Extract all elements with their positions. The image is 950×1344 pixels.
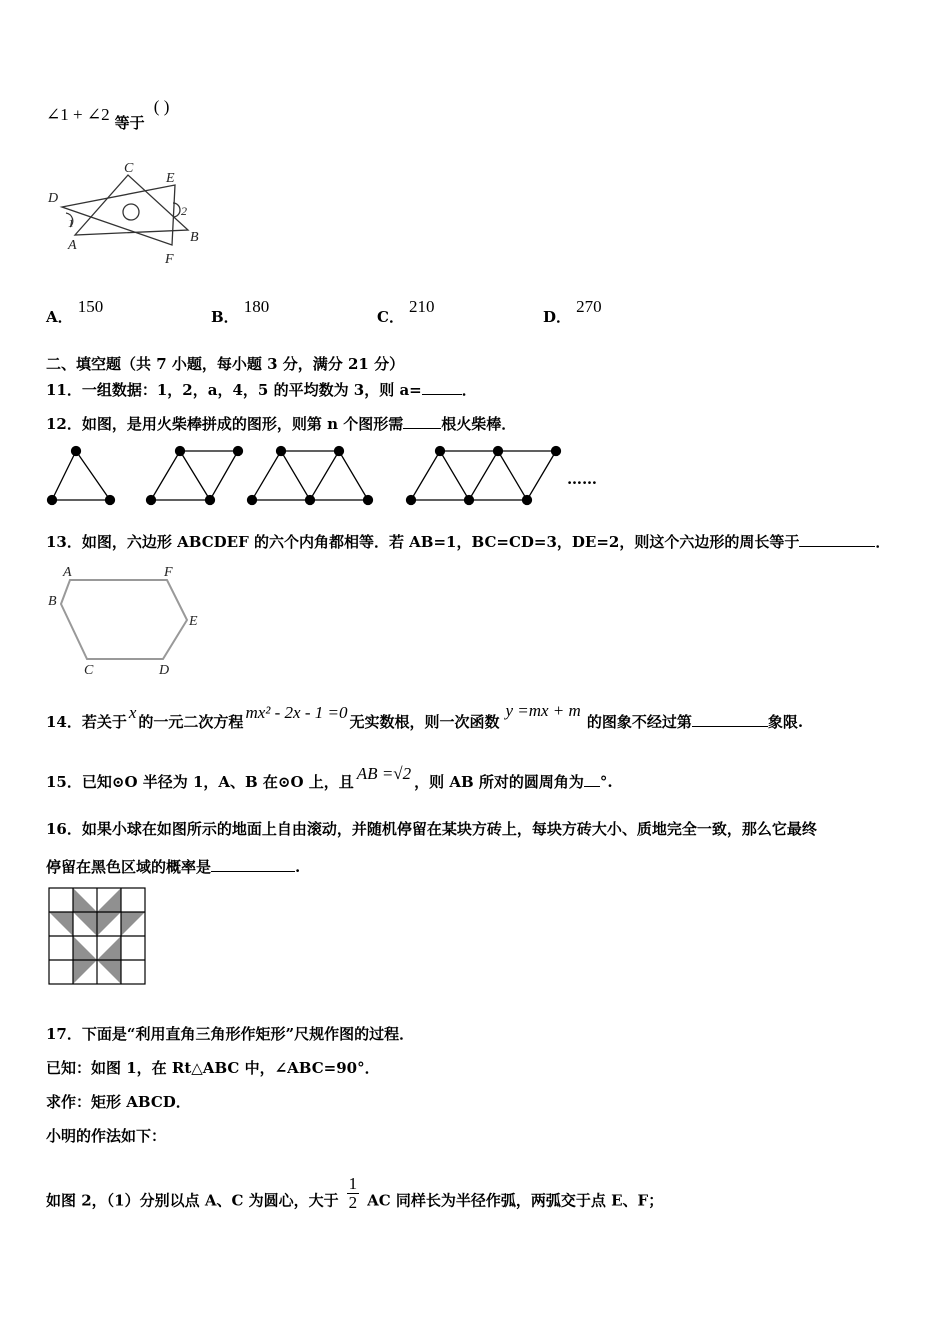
q13-text: 13．如图，六边形 ABCDEF 的六个内角都相等．若 AB=1，BC=CD=3，DE=2，则这个六边形的周长等于 [46,533,800,551]
q13 [46,531,890,552]
q13-label-c: C [84,663,94,678]
q10-option-a-value: 150 [77,297,104,316]
q13-label-b: B [48,594,57,609]
q14-p5: 象限. [767,713,804,731]
q17-line4: 小明的作法如下： [46,1127,167,1145]
q10-option-c[interactable] [377,296,435,326]
q17-fraction-den: 2 [348,1193,358,1212]
q10-option-d-value: 270 [576,297,602,316]
q12-dots: …… [567,470,597,488]
q13-label-d: D [159,663,170,678]
q14-p1: 14．若关于 [46,713,127,731]
q13-label-a: A [63,565,72,580]
q12-blank[interactable] [403,414,441,429]
q14-x: x [128,703,137,722]
q13-end: ． [875,533,891,551]
q13-hexagon [61,580,187,659]
q11-blank[interactable] [422,380,462,395]
q10-label-f: F [165,252,174,267]
q11-text: 11．一组数据：1，2，a，4，5 的平均数为 3，则 a= [46,381,422,399]
q10-figure [40,155,220,270]
q10-option-b[interactable] [211,296,270,326]
q10-expr: ∠1 + ∠2 [46,105,110,124]
q14-p4: 的图象不经过第 [586,713,692,731]
q13-label-e: E [189,614,198,629]
q10-option-c-value: 210 [409,297,435,316]
q10-option-d[interactable] [543,296,602,326]
q10-label-2: 2 [181,204,187,218]
q10-option-a[interactable] [46,296,104,326]
q17-line5 [46,1174,664,1220]
q13-hexagon-figure [45,562,215,682]
q16-blank[interactable] [211,857,295,872]
q15 [46,764,613,792]
q14 [46,701,804,732]
q10-label-d: D [48,191,59,206]
q11-end: ． [461,381,477,399]
q14-p2: 的一元二次方程 [138,713,244,731]
q12 [46,413,516,434]
q10-label-c: C [124,161,134,176]
q10-label-e: E [166,171,175,186]
q10-option-d-label: D． [543,308,572,326]
q11 [46,379,477,400]
q12-after: 根火柴棒． [441,415,517,433]
q12-shape-2 [147,447,243,505]
q16-line2-text: 停留在黑色区域的概率是 [46,858,212,876]
section2-title: 二、填空题（共 7 小题，每小题 3 分，满分 21 分） [46,355,405,373]
q15-blank[interactable] [584,772,600,787]
q16-gray-top-left [49,912,73,936]
q10-option-b-value: 180 [243,297,270,316]
q10-triangle-def [62,185,175,245]
q13-label-f: F [164,565,173,580]
q12-text: 12．如图，是用火柴棒拼成的图形，则第 n 个图形需 [46,415,404,433]
q16-end: . [295,858,301,876]
q15-p3: °. [599,773,613,791]
q16-tile-grid [49,888,145,984]
q15-equation: AB =√2 [356,764,412,783]
q10-paren: ( ) [153,97,170,116]
q15-p2: ，则 AB 所对的圆周角为 [414,773,584,791]
q15-p1: 15．已知⊙O 半径为 1，A、B 在⊙O 上，且 [46,773,354,791]
q14-function: y =mx + m [505,701,581,720]
q16-line1: 16．如果小球在如图所示的地面上自由滚动，并随机停留在某块方砖上，每块方砖大小、质地完全一致，那么它最终 [46,820,817,838]
q14-p3: 无实数根，则一次函数 [349,713,500,731]
q12-shape-4 [407,447,561,505]
q12-shape-1 [48,447,115,505]
q17-fraction [347,1175,359,1212]
q16-line2 [46,856,300,877]
q16-gray-top-right [121,912,145,936]
q12-figure [40,440,620,510]
q17-fraction-num: 1 [348,1174,358,1193]
q10-label-b: B [190,230,199,245]
q17-line1: 17．下面是“利用直角三角形作矩形”尺规作图的过程． [46,1025,415,1043]
q10-label-1: 1 [68,216,74,230]
q17-line5-a: 如图 2，（1）分别以点 A、C 为圆心，大于 [46,1191,339,1210]
q12-shape-3 [248,447,373,505]
q10-option-b-label: B． [211,308,239,326]
q17-line5-b: AC 同样长为半径作弧，两弧交于点 E、F； [367,1191,664,1210]
q17-line3: 求作：矩形 ABCD． [46,1093,191,1111]
q13-blank[interactable] [799,532,875,547]
q14-equation: mx² - 2x - 1 =0 [245,703,348,722]
q10-equals: 等于 [114,114,145,132]
q10-option-a-label: A． [46,308,73,326]
q10-stem [46,97,170,132]
q17-line2: 已知：如图 1，在 Rt△ABC 中，∠ABC=90°． [46,1059,380,1077]
q14-blank[interactable] [692,712,768,727]
q10-option-c-label: C． [377,308,404,326]
q10-label-a: A [68,238,77,253]
q10-center-circle [123,204,139,220]
